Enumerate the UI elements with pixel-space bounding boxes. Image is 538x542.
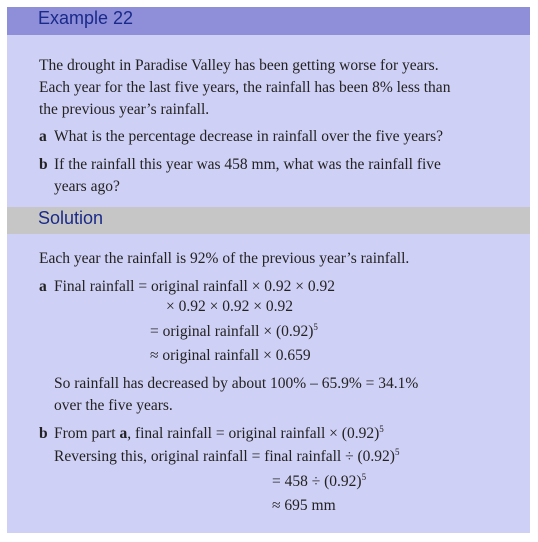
solution-title: Solution bbox=[38, 208, 104, 228]
solution-b-line-2: Reversing this, original rainfall = final rainfall ÷ $(0.92)^5$ bbox=[54, 447, 400, 465]
solution-a-line-2: × 0.92 × 0.92 × 0.92 bbox=[166, 298, 293, 315]
solution-intro: Each year the rainfall is 92% of the previous year’s rainfall. bbox=[39, 250, 410, 267]
solution-a-conclusion-1: So rainfall has decreased by about 100% – 65.9% = 34.1% bbox=[54, 375, 419, 392]
solution-b-line-3: = $458 \div (0.92)^5$ bbox=[272, 472, 367, 490]
solution-a-line-3: = original rainfall × $(0.92)^5$ bbox=[150, 322, 318, 340]
solution-a-conclusion-2: over the five years. bbox=[54, 397, 173, 414]
question-b-line-2: years ago? bbox=[54, 178, 120, 195]
solution-a-line-1: Final rainfall = original rainfall × 0.92 × 0.92 bbox=[54, 278, 336, 295]
exponent: 5 bbox=[394, 447, 400, 457]
question-b-line-1: If the rainfall this year was 458 mm, what was the rainfall five bbox=[54, 156, 441, 173]
solution-header bbox=[7, 207, 530, 234]
example-title: Example 22 bbox=[38, 8, 134, 28]
exponent: 5 bbox=[379, 424, 384, 434]
question-b-label: b bbox=[39, 156, 48, 173]
intro-line-2: Each year for the last five years, the rainfall has been 8% less than bbox=[39, 79, 451, 96]
question-a-label: a bbox=[39, 128, 47, 145]
exponent: 5 bbox=[361, 472, 367, 482]
solution-b-line-1: From part a, final rainfall = original rainfall × $(0.92)^5$ bbox=[54, 424, 384, 442]
example-header bbox=[7, 7, 530, 35]
question-a-text: What is the percentage decrease in rainfall over the five years? bbox=[54, 128, 444, 145]
intro-line-3: the previous year’s rainfall. bbox=[39, 101, 210, 118]
exponent: 5 bbox=[313, 322, 318, 332]
solution-a-label: a bbox=[39, 278, 47, 295]
solution-a-line-4: ≈ original rainfall × 0.659 bbox=[150, 347, 311, 364]
intro-line-1: The drought in Paradise Valley has been getting worse for years. bbox=[39, 57, 439, 74]
solution-b-label: b bbox=[39, 425, 48, 442]
solution-b-line-4: ≈ 695 mm bbox=[272, 497, 336, 514]
example-card bbox=[7, 7, 530, 533]
